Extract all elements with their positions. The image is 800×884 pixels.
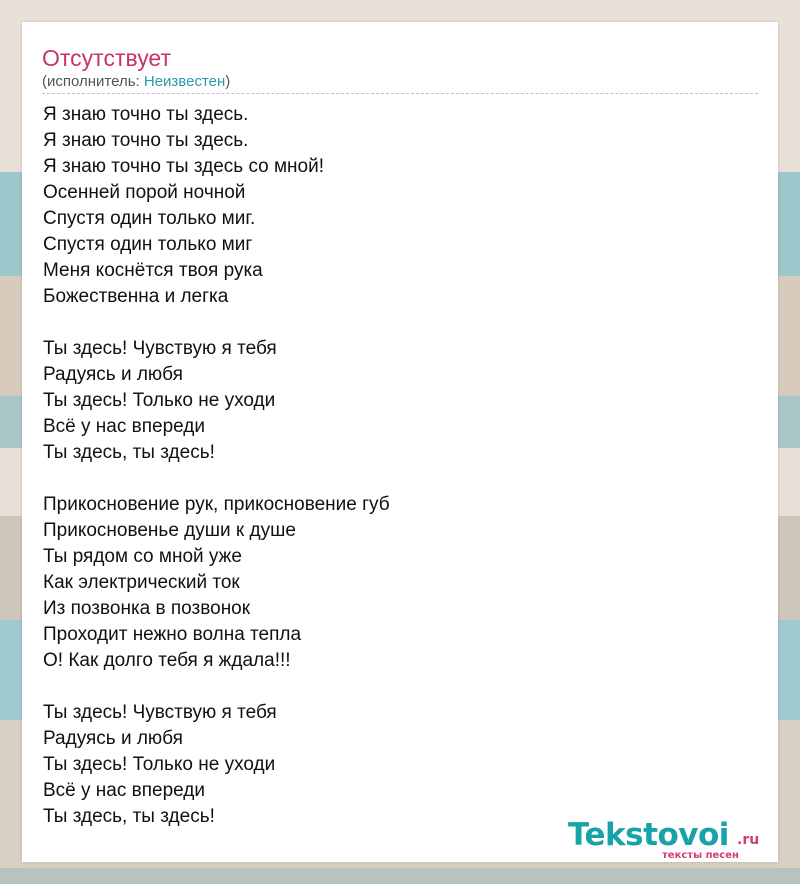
artist-link[interactable]: Неизвестен (143, 73, 226, 90)
lyric-line: О! Как долго тебя я ждала!!! (43, 650, 291, 671)
lyric-line: Прикосновенье души к душе (43, 520, 296, 541)
lyric-line: Ты здесь! Только не уходи (43, 754, 276, 775)
lyric-line (43, 466, 390, 492)
lyric-line: Я знаю точно ты здесь со мной! (43, 156, 325, 177)
lyric-line: Как электрический ток (43, 572, 240, 593)
lyric-line: Прикосновение рук, прикосновение губ (43, 494, 390, 515)
title-divider (42, 93, 758, 94)
lyric-line: Ты здесь, ты здесь! (43, 442, 215, 463)
song-title: Отсутствует (42, 45, 171, 71)
artist-line (42, 73, 230, 91)
lyric-line: Всё у нас впереди (43, 416, 206, 437)
lyric-line: Ты здесь! Только не уходи (43, 390, 276, 411)
logo-domain: .ru (737, 832, 760, 848)
lyric-line: Спустя один только миг (43, 234, 253, 255)
lyric-line: Радуясь и любя (43, 364, 183, 385)
artist-prefix: (исполнитель: (42, 73, 144, 90)
lyric-line: Из позвонка в позвонок (43, 598, 251, 619)
logo-tagline: тексты песен (662, 850, 739, 861)
lyric-line: Ты здесь! Чувствую я тебя (43, 702, 277, 723)
lyric-line: Меня коснётся твоя рука (43, 260, 263, 281)
lyric-line: Ты рядом со мной уже (43, 546, 242, 567)
lyric-line: Я знаю точно ты здесь. (43, 104, 249, 125)
lyric-line: Всё у нас впереди (43, 780, 206, 801)
lyric-line: Ты здесь! Чувствую я тебя (43, 338, 277, 359)
lyric-line (43, 310, 390, 336)
lyric-line: Я знаю точно ты здесь. (43, 130, 249, 151)
lyrics-card (22, 22, 778, 862)
lyric-line: Ты здесь, ты здесь! (43, 806, 215, 827)
site-logo[interactable] (568, 815, 778, 861)
lyric-line (43, 674, 390, 700)
lyrics-text (43, 102, 390, 830)
lyric-line: Спустя один только миг. (43, 208, 256, 229)
lyric-line: Радуясь и любя (43, 728, 183, 749)
artist-suffix: ) (225, 73, 231, 90)
logo-name: Tekstovoi (568, 817, 729, 853)
lyric-line: Осенней порой ночной (43, 182, 246, 203)
lyric-line: Проходит нежно волна тепла (43, 624, 302, 645)
lyric-line: Божественна и легка (43, 286, 229, 307)
